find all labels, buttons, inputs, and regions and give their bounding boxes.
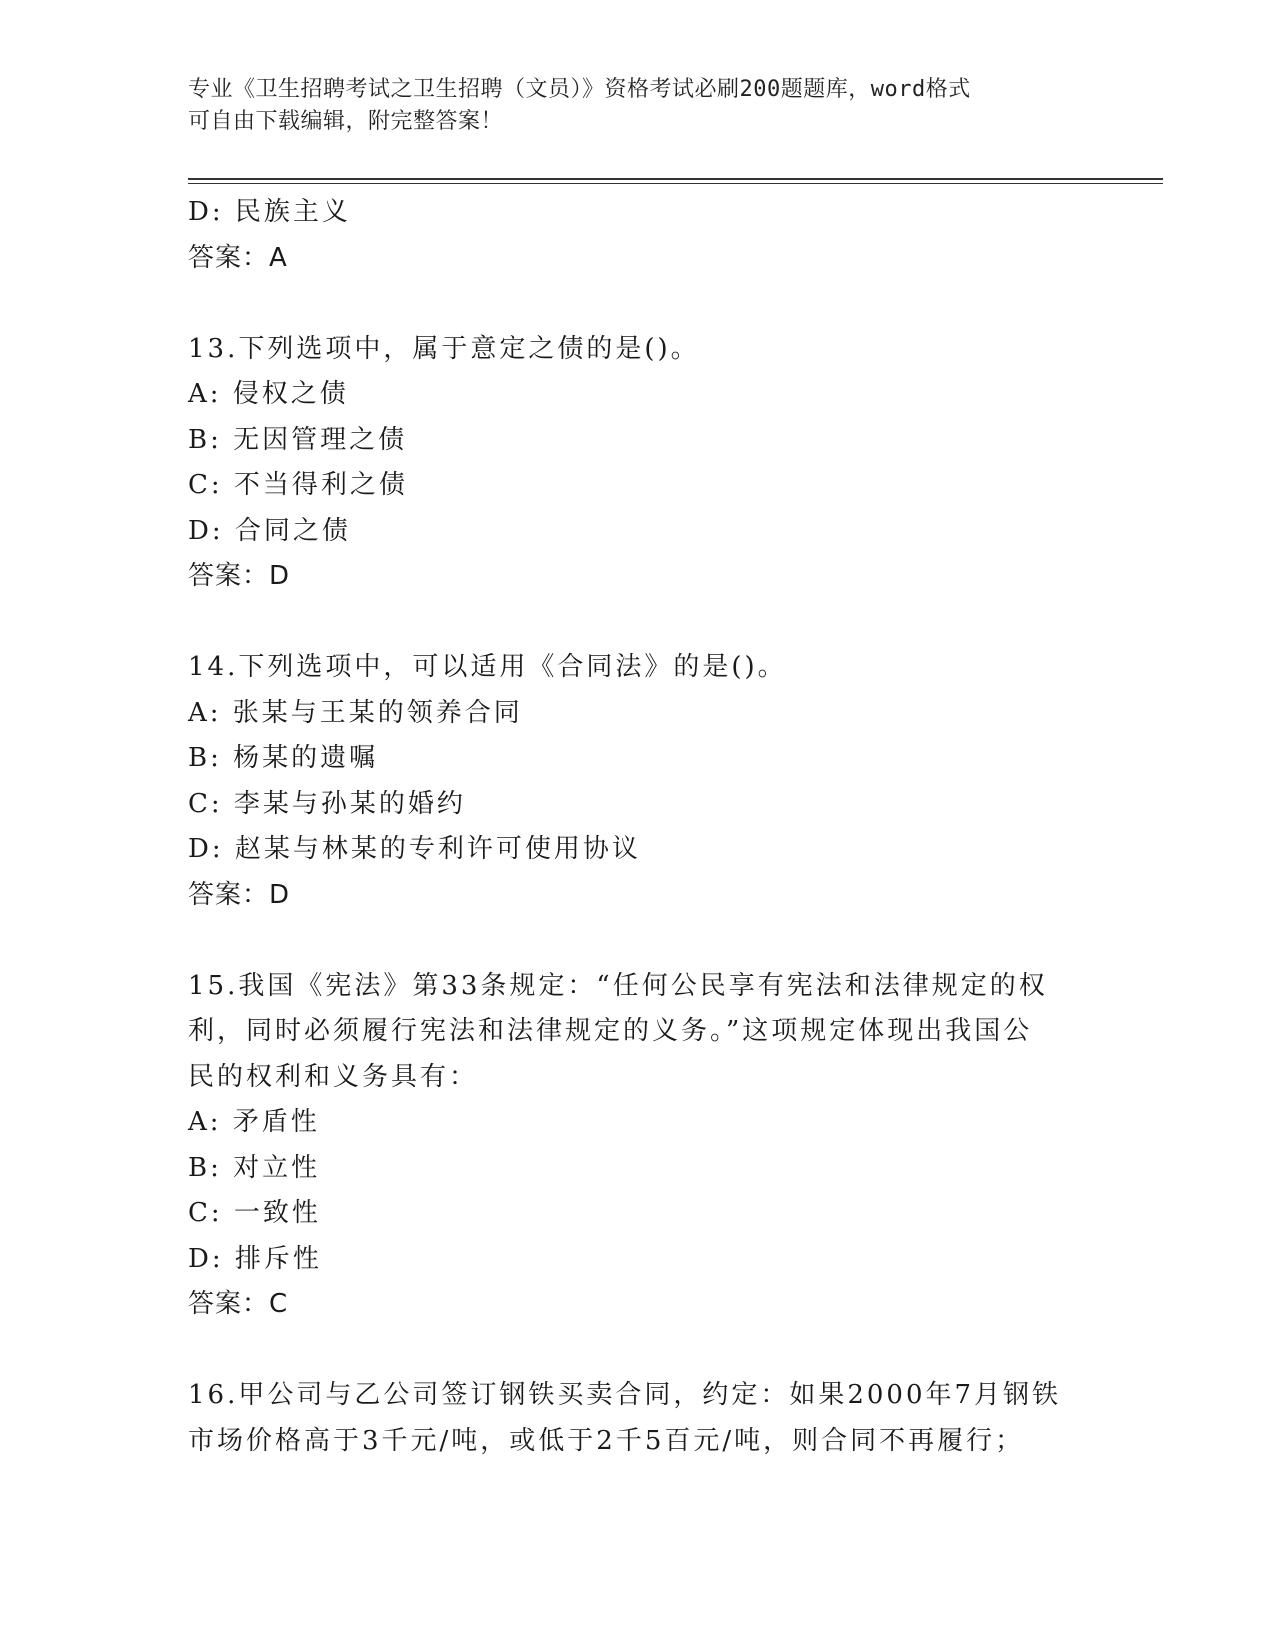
option-a: A: 矛盾性 bbox=[188, 1107, 320, 1137]
option-d: D: 排斥性 bbox=[188, 1243, 322, 1274]
answer-line: 答案：D bbox=[188, 879, 291, 910]
question-content bbox=[188, 190, 1068, 1464]
spacer bbox=[188, 600, 1068, 646]
question-stem-line-2: 利，同时必须履行宪法和法律规定的义务。”这项规定体现出我国公 bbox=[188, 1016, 1033, 1046]
previous-question-tail bbox=[188, 190, 1068, 281]
question-stem-line-2: 市场价格高于3千元/吨，或低于2千5百元/吨，则合同不再履行； bbox=[188, 1425, 1025, 1456]
option-d: D: 民族主义 bbox=[188, 197, 351, 227]
question-stem-line-1: 16.甲公司与乙公司签订钢铁买卖合同，约定：如果2000年7月钢铁 bbox=[188, 1380, 1062, 1410]
option-b: B: 杨某的遗嘱 bbox=[188, 743, 379, 773]
answer-line: 答案：D bbox=[188, 561, 291, 591]
question-stem: 14.下列选项中，可以适用《合同法》的是()。 bbox=[188, 652, 787, 682]
document-header bbox=[188, 74, 1068, 138]
spacer bbox=[188, 281, 1068, 327]
question-13 bbox=[188, 327, 1068, 600]
option-b: B: 无因管理之债 bbox=[188, 424, 408, 455]
option-c: C: 不当得利之债 bbox=[188, 470, 408, 500]
header-line-2: 可自由下载编辑，附完整答案！ bbox=[188, 109, 504, 134]
option-c: C: 李某与孙某的婚约 bbox=[188, 788, 466, 819]
question-stem-line-1: 15.我国《宪法》第33条规定：“任何公民享有宪法和法律规定的权 bbox=[188, 970, 1048, 1001]
header-line-1: 专业《卫生招聘考试之卫生招聘（文员）》资格考试必刷200题题库，word格式 bbox=[188, 77, 971, 102]
option-a: A: 张某与王某的领养合同 bbox=[188, 697, 523, 728]
question-14 bbox=[188, 645, 1068, 918]
question-stem: 13.下列选项中，属于意定之债的是()。 bbox=[188, 333, 700, 364]
option-b: B: 对立性 bbox=[188, 1152, 321, 1183]
answer-line: 答案：A bbox=[188, 242, 288, 273]
option-d: D: 合同之债 bbox=[188, 515, 351, 546]
spacer bbox=[188, 1328, 1068, 1374]
answer-line: 答案：C bbox=[188, 1289, 289, 1319]
question-stem-line-3: 民的权利和义务具有： bbox=[188, 1061, 479, 1092]
spacer bbox=[188, 918, 1068, 964]
header-divider-thin bbox=[188, 183, 1163, 184]
question-15 bbox=[188, 964, 1068, 1328]
question-16 bbox=[188, 1373, 1068, 1464]
option-a: A: 侵权之债 bbox=[188, 379, 349, 409]
option-c: C: 一致性 bbox=[188, 1198, 321, 1228]
header-divider-thick bbox=[188, 178, 1163, 180]
option-d: D: 赵某与林某的专利许可使用协议 bbox=[188, 834, 641, 864]
